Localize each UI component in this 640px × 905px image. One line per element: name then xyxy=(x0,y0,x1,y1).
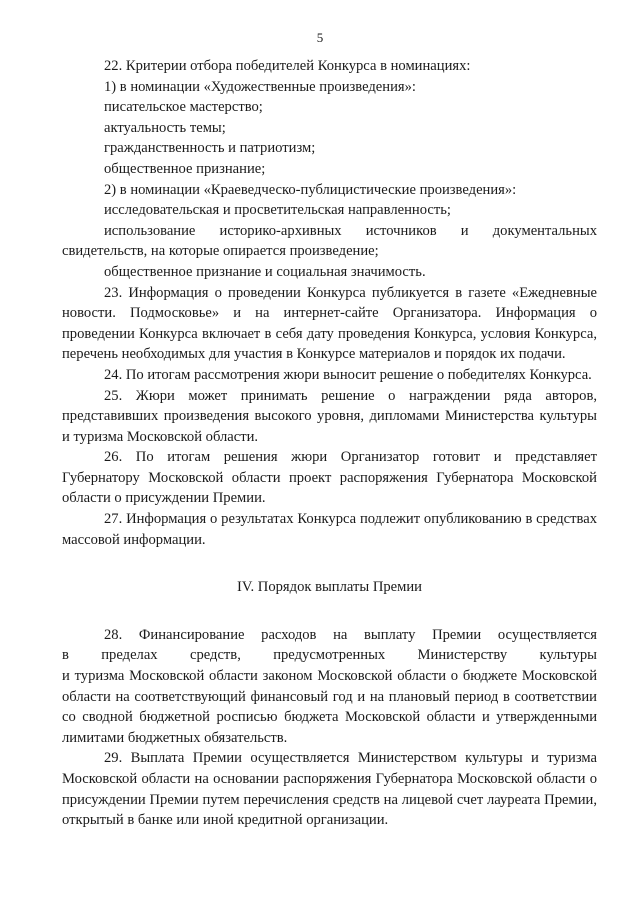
section-heading: IV. Порядок выплаты Премии xyxy=(236,579,422,596)
paragraph-25: 25. Жюри может принимать решение о награждении ряда авторов, представивших произведения высокого уровня, дипломами Министерства культуры и туризма Московской области. xyxy=(62,387,597,445)
criterion-archival-sources: использование историко-архивных источников и документальных свидетельств, на которые опирается произведение; xyxy=(62,222,597,260)
criterion-writing-skill: писательское мастерство; xyxy=(104,99,263,116)
nomination-2: 2) в номинации «Краеведческо-публицистические произведения»: xyxy=(104,181,517,198)
paragraph-23: 23. Информация о проведении Конкурса публикуется в газете «Ежедневные новости. Подмосковье» и на интернет-сайте Организатора. Информация о проведении Конкурса включает в себя дату проведения Конкурса, условия Конкурса, перечень необходимых для участия в Конкурсе материалов и порядок их подачи. xyxy=(62,284,597,363)
paragraph-24: 24. По итогам рассмотрения жюри выносит решение о победителях Конкурса. xyxy=(104,366,592,383)
paragraph-28-line-2: в пределах средств, предусмотренных Министерству культуры xyxy=(62,647,597,664)
criterion-social-significance: общественное признание и социальная значимость. xyxy=(104,263,426,280)
paragraph-22-title: 22. Критерии отбора победителей Конкурса в номинациях: xyxy=(104,58,471,74)
paragraph-27: 27. Информация о результатах Конкурса подлежит опубликованию в средствах массовой информации. xyxy=(62,511,597,548)
paragraph-28 xyxy=(62,625,597,749)
criterion-research: исследовательская и просветительская направленность; xyxy=(104,202,451,219)
paragraph-28-line-1: 28. Финансирование расходов на выплату Премии осуществляется xyxy=(104,626,597,643)
criterion-public-recognition: общественное признание; xyxy=(104,160,266,177)
nomination-1: 1) в номинации «Художественные произведения»: xyxy=(104,78,416,95)
document-body xyxy=(62,56,597,831)
page-number: 5 xyxy=(316,30,324,45)
criterion-topicality: актуальность темы; xyxy=(104,119,226,136)
criterion-citizenship: гражданственность и патриотизм; xyxy=(104,140,316,157)
paragraph-28-rest: и туризма Московской области законом Московской области о бюджете Московской области на соответствующий финансовый год и на плановый период в соответствии со сводной бюджетной росписью бюджета Московской области и утвержденными лимитами бюджетных обязательств. xyxy=(62,668,597,746)
paragraph-26: 26. По итогам решения жюри Организатор готовит и представляет Губернатору Московской области проект распоряжения Губернатора Московской области о присуждении Премии. xyxy=(62,449,597,507)
paragraph-29: 29. Выплата Премии осуществляется Министерством культуры и туризма Московской области на основании распоряжения Губернатора Московской области о присуждении Премии путем перечисления средств на лицевой счет лауреата Премии, открытый в банке или иной кредитной организации. xyxy=(62,750,597,829)
